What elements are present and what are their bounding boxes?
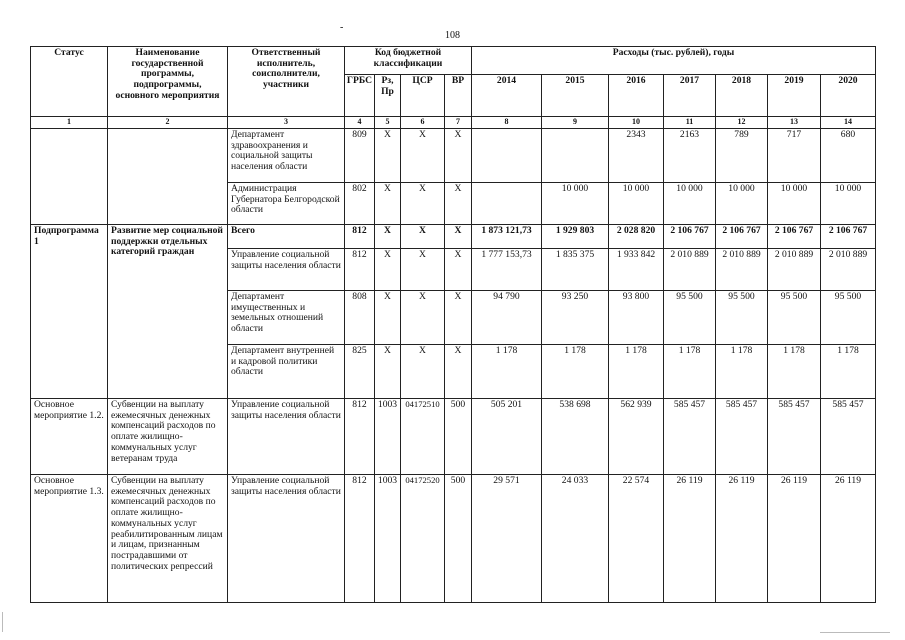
executor-cell: Департамент внутренней и кадровой политики области	[228, 344, 345, 398]
value-cell: 10 000	[821, 182, 876, 224]
column-index: 12	[716, 117, 768, 129]
vr-cell: 500	[445, 474, 472, 602]
value-cell: 1 873 121,73	[472, 224, 542, 248]
column-index: 3	[228, 117, 345, 129]
csr-cell: Х	[401, 128, 445, 182]
column-index-row	[31, 117, 876, 129]
header-name: Наименование государственной программы, подпрограммы, основного мероприятия	[108, 47, 228, 117]
value-cell: 505 201	[472, 398, 542, 474]
value-cell: 538 698	[542, 398, 609, 474]
vr-cell: Х	[445, 344, 472, 398]
value-cell: 1 178	[821, 344, 876, 398]
value-cell: 93 800	[609, 290, 664, 344]
table-row	[31, 128, 876, 182]
value-cell: 585 457	[768, 398, 821, 474]
header-year: 2017	[664, 75, 716, 117]
value-cell: 95 500	[821, 290, 876, 344]
header-year: 2014	[472, 75, 542, 117]
grbs-cell: 802	[345, 182, 375, 224]
executor-cell: Управление социальной защиты населения области	[228, 248, 345, 290]
value-cell: 26 119	[716, 474, 768, 602]
value-cell: 10 000	[716, 182, 768, 224]
grbs-cell: 825	[345, 344, 375, 398]
rzpr-cell: 1003	[375, 474, 401, 602]
vr-cell: 500	[445, 398, 472, 474]
column-index: 8	[472, 117, 542, 129]
value-cell: 2 106 767	[768, 224, 821, 248]
value-cell: 26 119	[821, 474, 876, 602]
scan-artifact-edge	[2, 612, 3, 632]
value-cell: 10 000	[664, 182, 716, 224]
value-cell	[472, 182, 542, 224]
value-cell: 1 777 153,73	[472, 248, 542, 290]
value-cell: 585 457	[821, 398, 876, 474]
header-executor: Ответственный исполнитель, соисполнители, участники	[228, 47, 345, 117]
value-cell: 94 790	[472, 290, 542, 344]
value-cell: 29 571	[472, 474, 542, 602]
value-cell: 2 010 889	[821, 248, 876, 290]
column-index: 10	[609, 117, 664, 129]
grbs-cell: 809	[345, 128, 375, 182]
rzpr-cell: Х	[375, 182, 401, 224]
csr-cell: Х	[401, 182, 445, 224]
budget-table	[30, 46, 876, 603]
header-status: Статус	[31, 47, 108, 117]
value-cell: 95 500	[768, 290, 821, 344]
value-cell: 93 250	[542, 290, 609, 344]
rzpr-cell: Х	[375, 248, 401, 290]
page-number: 108	[445, 30, 460, 41]
header-year: 2016	[609, 75, 664, 117]
value-cell: 2 010 889	[716, 248, 768, 290]
value-cell: 24 033	[542, 474, 609, 602]
value-cell: 1 835 375	[542, 248, 609, 290]
vr-cell: Х	[445, 248, 472, 290]
value-cell: 585 457	[664, 398, 716, 474]
header-grbs: ГРБС	[345, 75, 375, 117]
column-index: 6	[401, 117, 445, 129]
value-cell: 717	[768, 128, 821, 182]
column-index: 7	[445, 117, 472, 129]
value-cell: 1 178	[664, 344, 716, 398]
value-cell: 2343	[609, 128, 664, 182]
column-index: 11	[664, 117, 716, 129]
value-cell: 1 178	[768, 344, 821, 398]
grbs-cell: 812	[345, 398, 375, 474]
name-cell: Развитие мер социальной поддержки отдельных категорий граждан	[108, 224, 228, 398]
value-cell: 95 500	[716, 290, 768, 344]
table-row	[31, 224, 876, 248]
header-expenses: Расходы (тыс. рублей), годы	[472, 47, 876, 75]
csr-cell: Х	[401, 344, 445, 398]
header-year: 2019	[768, 75, 821, 117]
value-cell	[542, 128, 609, 182]
value-cell: 26 119	[768, 474, 821, 602]
csr-cell: Х	[401, 224, 445, 248]
value-cell: 562 939	[609, 398, 664, 474]
csr-cell: 04172510	[401, 398, 445, 474]
status-cell	[31, 128, 108, 224]
status-cell: Подпрограмма 1	[31, 224, 108, 398]
name-cell: Субвенции на выплату ежемесячных денежных компенсаций расходов по оплате жилищно-коммунальных услуг реабилитированным лицам и лицам, признанным пострадавшими от политических репрессий	[108, 474, 228, 602]
value-cell: 1 178	[609, 344, 664, 398]
column-index: 5	[375, 117, 401, 129]
executor-cell: Администрация Губернатора Белгородской области	[228, 182, 345, 224]
column-index: 1	[31, 117, 108, 129]
vr-cell: Х	[445, 128, 472, 182]
value-cell: 2 010 889	[664, 248, 716, 290]
value-cell: 2 028 820	[609, 224, 664, 248]
value-cell: 10 000	[609, 182, 664, 224]
value-cell: 95 500	[664, 290, 716, 344]
header-budget-code: Код бюджетной классификации	[345, 47, 472, 75]
header-rzpr: Рз, Пр	[375, 75, 401, 117]
executor-cell: Всего	[228, 224, 345, 248]
value-cell: 2 010 889	[768, 248, 821, 290]
rzpr-cell: Х	[375, 344, 401, 398]
grbs-cell: 812	[345, 224, 375, 248]
column-index: 9	[542, 117, 609, 129]
value-cell: 1 178	[716, 344, 768, 398]
value-cell: 2 106 767	[821, 224, 876, 248]
csr-cell: Х	[401, 290, 445, 344]
value-cell: 10 000	[542, 182, 609, 224]
executor-cell: Управление социальной защиты населения области	[228, 474, 345, 602]
header-year: 2015	[542, 75, 609, 117]
column-index: 4	[345, 117, 375, 129]
status-cell: Основное мероприятие 1.3.	[31, 474, 108, 602]
value-cell: 2 106 767	[716, 224, 768, 248]
value-cell: 585 457	[716, 398, 768, 474]
table-row	[31, 398, 876, 474]
header-csr: ЦСР	[401, 75, 445, 117]
value-cell: 2 106 767	[664, 224, 716, 248]
value-cell: 1 933 842	[609, 248, 664, 290]
value-cell	[472, 128, 542, 182]
scan-dash-mark: -	[340, 22, 344, 33]
value-cell: 10 000	[768, 182, 821, 224]
rzpr-cell: Х	[375, 224, 401, 248]
table-row	[31, 474, 876, 602]
grbs-cell: 812	[345, 248, 375, 290]
value-cell: 2163	[664, 128, 716, 182]
header-year: 2020	[821, 75, 876, 117]
grbs-cell: 812	[345, 474, 375, 602]
vr-cell: Х	[445, 290, 472, 344]
rzpr-cell: Х	[375, 290, 401, 344]
executor-cell: Департамент имущественных и земельных отношений области	[228, 290, 345, 344]
status-cell: Основное мероприятие 1.2.	[31, 398, 108, 474]
value-cell: 22 574	[609, 474, 664, 602]
column-index: 14	[821, 117, 876, 129]
vr-cell: Х	[445, 224, 472, 248]
header-vr: ВР	[445, 75, 472, 117]
vr-cell: Х	[445, 182, 472, 224]
header-row-top	[31, 47, 876, 75]
header-year: 2018	[716, 75, 768, 117]
grbs-cell: 808	[345, 290, 375, 344]
name-cell: Субвенции на выплату ежемесячных денежных компенсаций расходов по оплате жилищно-коммунальных услуг ветеранам труда	[108, 398, 228, 474]
value-cell: 1 178	[542, 344, 609, 398]
value-cell: 680	[821, 128, 876, 182]
value-cell: 26 119	[664, 474, 716, 602]
scan-artifact-line	[820, 632, 890, 633]
name-cell	[108, 128, 228, 224]
rzpr-cell: Х	[375, 128, 401, 182]
column-index: 2	[108, 117, 228, 129]
csr-cell: Х	[401, 248, 445, 290]
value-cell: 789	[716, 128, 768, 182]
csr-cell: 04172520	[401, 474, 445, 602]
executor-cell: Департамент здравоохранения и социальной защиты населения области	[228, 128, 345, 182]
value-cell: 1 178	[472, 344, 542, 398]
value-cell: 1 929 803	[542, 224, 609, 248]
column-index: 13	[768, 117, 821, 129]
executor-cell: Управление социальной защиты населения области	[228, 398, 345, 474]
rzpr-cell: 1003	[375, 398, 401, 474]
